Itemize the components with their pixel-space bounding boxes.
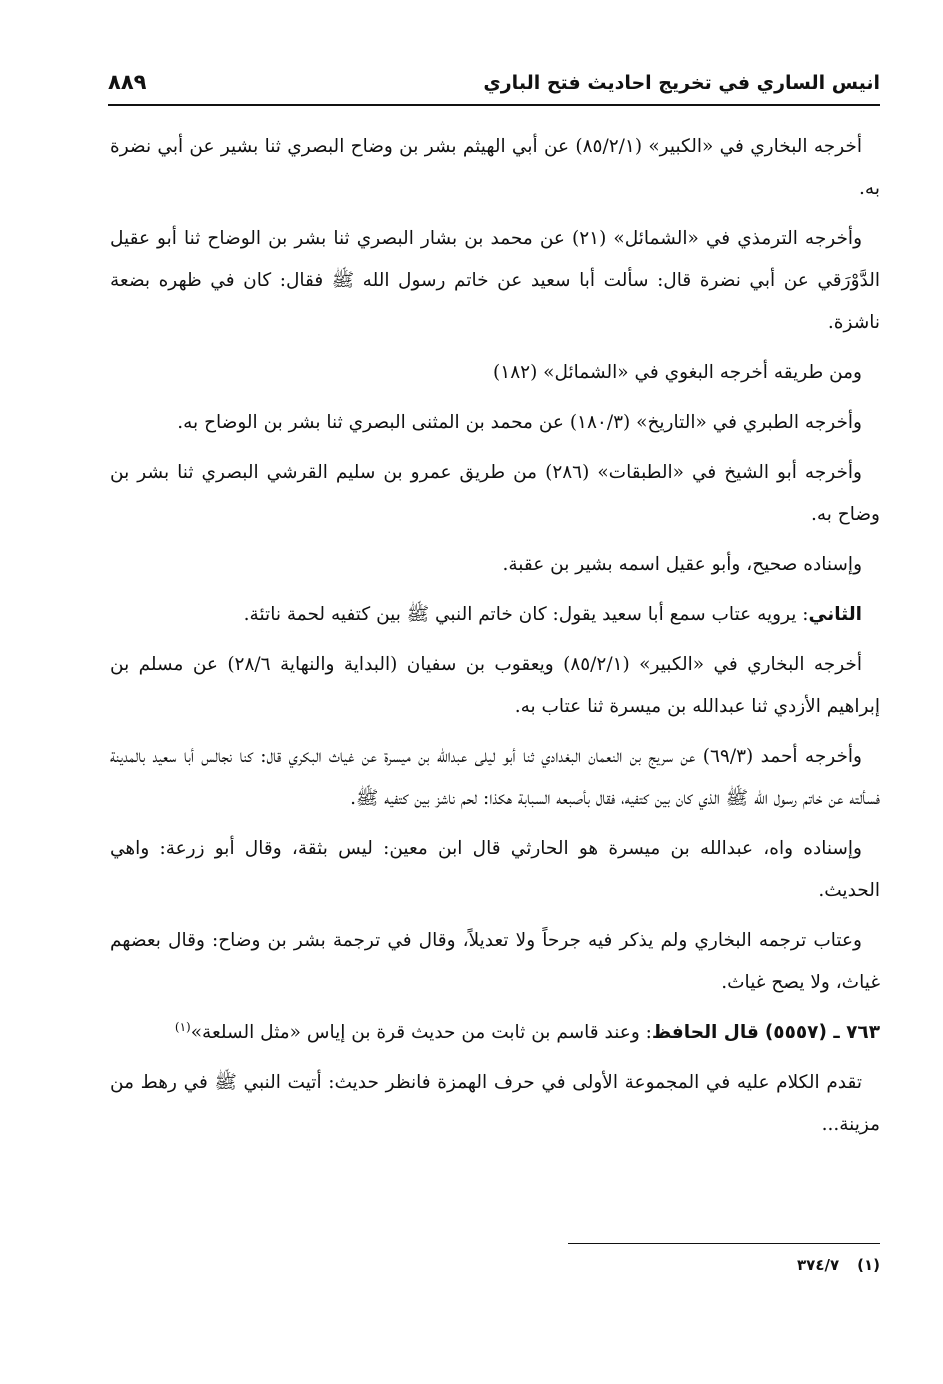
entry-label: قال الحافظ <box>651 1022 759 1043</box>
paragraph: وأخرجه أبو الشيخ في «الطبقات» (٢٨٦) من طريق عمرو بن سليم القرشي البصري ثنا بشر بن وضاح به. <box>110 462 880 525</box>
paragraph: وإسناده واه، عبدالله بن ميسرة هو الحارثي قال ابن معين: ليس بثقة، وقال أبو زرعة: واهي الحديث. <box>110 838 880 901</box>
page-header <box>108 66 880 106</box>
footnote-marker: (١) <box>857 1256 880 1274</box>
main-text <box>110 126 880 1154</box>
footnote-divider <box>568 1243 880 1244</box>
paragraph: وعتاب ترجمه البخاري ولم يذكر فيه جرحاً ولا تعديلاً، وقال في ترجمة بشر بن وضاح: وقال بعضهم غياث، ولا يصح غياث. <box>110 930 880 993</box>
paragraph: أخرجه البخاري في «الكبير» (٨٥/٢/١) ويعقوب بن سفيان (البداية والنهاية ٢٨/٦) عن مسلم بن إبراهيم الأزدي ثنا عبدالله بن ميسرة ثنا عتاب به. <box>110 654 880 717</box>
page-number: ٨٨٩ <box>108 70 147 94</box>
paragraph: ومن طريقه أخرجه البغوي في «الشمائل» (١٨٢) <box>493 362 862 383</box>
second-label: الثاني <box>808 604 862 625</box>
paragraph-second-narration <box>110 594 880 636</box>
entry-number: ٧٦٣ ـ (٥٥٥٧) <box>764 1022 880 1043</box>
entry-text: : وعند قاسم بن ثابت من حديث قرة بن إياس «مثل السلعة» <box>190 1022 652 1043</box>
second-text: : يرويه عتاب سمع أبا سعيد يقول: كان خاتم النبي ﷺ بين كتفيه لحمة ناتئة. <box>243 604 809 625</box>
paragraph: وإسناده صحيح، وأبو عقيل اسمه بشير بن عقبة. <box>502 554 862 575</box>
paragraph: وأخرجه الترمذي في «الشمائل» (٢١) عن محمد بن بشار البصري ثنا بشر بن الوضاح ثنا أبو عقيل الدَّوْرَقي عن أبي نضرة قال: سألت أبا سعيد عن خاتم رسول الله ﷺ فقال: كان في ظهره بضعة ناشزة. <box>110 228 880 333</box>
running-title: انيس الساري في تخريج احاديث فتح الباري <box>483 72 880 94</box>
footnote-text: ٣٧٤/٧ <box>797 1256 840 1274</box>
header-divider <box>108 104 880 106</box>
hadith-entry <box>110 1012 880 1054</box>
footnote <box>560 1253 880 1277</box>
paragraph: وأخرجه الطبري في «التاريخ» (١٨٠/٣) عن محمد بن المثنى البصري ثنا بشر بن الوضاح به. <box>177 412 862 433</box>
paragraph: تقدم الكلام عليه في المجموعة الأولى في حرف الهمزة فانظر حديث: أتيت النبي ﷺ في رهط من مزينة... <box>110 1072 880 1135</box>
paragraph: أخرجه البخاري في «الكبير» (٨٥/٢/١) عن أبي الهيثم بشر بن وضاح البصري ثنا بشير عن أبي نضرة به. <box>110 136 880 199</box>
paragraph: وأخرجه أحمد (٦٩/٣) عن سريج بن النعمان البغدادي ثنا أبو ليلى عبدالله بن ميسرة عن غياث البكري قال: كنا نجالس أبا سعيد بالمدينة فسألته عن خاتم رسول الله ﷺ الذي كان بين كتفيه، فقال بأصبعه السبابة هكذا: لحم ناشز بين كتفيه ﷺ. <box>110 746 880 809</box>
footnote-reference: (١) <box>174 1019 191 1034</box>
